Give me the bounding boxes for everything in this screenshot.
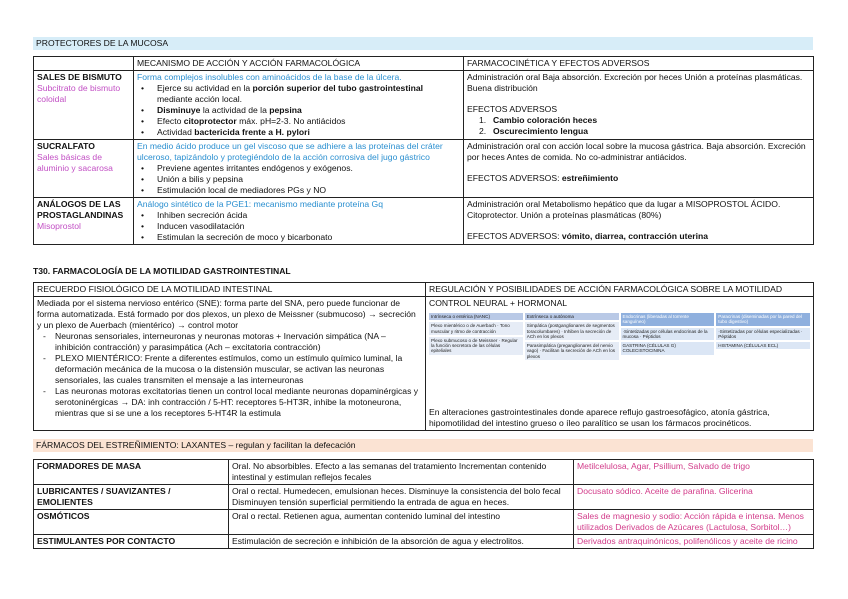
laxative-description: Estimulación de secreción e inhibición de la absorción de agua y electrolitos. — [229, 535, 574, 549]
drug-name: SUCRALFATO — [37, 141, 95, 151]
pk-text: Administración oral Metabolismo hepático que da lugar a MISOPROSTOL ÁCIDO. Citoprotector. Unión a proteínas plasmáticas (80%) — [467, 199, 781, 220]
diagram-cell: Plexo submucoso o de Meissner · Regular la función secretora de las células epiteliales — [429, 337, 523, 355]
laxative-type: OSMÓTICOS — [34, 510, 229, 535]
laxative-type: LUBRICANTES / SUAVIZANTES / EMOLIENTES — [34, 485, 229, 510]
list-item: • Estimulación local de mediadores PGs y NO — [137, 185, 460, 196]
adverse-effects: EFECTOS ADVERSOS: vómito, diarrea, contracción uterina — [467, 231, 709, 241]
laxative-type: FORMADORES DE MASA — [34, 460, 229, 485]
mechanism-intro: Forma complejos insolubles con aminoácidos de la base de la úlcera. — [137, 72, 402, 82]
list-item: • Estimulan la secreción de moco y bicarbonato — [137, 232, 460, 243]
list-item: - Las neuronas motoras excitatorias tienen un control local mediante neuronas dopaminérgicas y serotoninérgicas → DA: inh contracción / 5-HT: receptores 5-HT3R, inhibe la motoneurona, mientras que si se une a los receptores 5-HT4R la estimula — [37, 386, 422, 419]
mechanism-list — [137, 163, 460, 196]
laxative-description: Oral o rectal. Humedecen, emulsionan heces. Disminuye la consistencia del bolo fecal Disminuyen tensión superficial permitiendo la entrada de agua en heces. — [229, 485, 574, 510]
diagram-cell: ·Sintetizadas por células endocrinas de la mucosa · Péptidos — [621, 328, 715, 341]
mechanism-cell — [134, 71, 464, 140]
mechanism-list — [137, 83, 460, 138]
pk-text: Administración oral con acción local sobre la mucosa gástrica. Baja absorción. Excreción por heces Antes de comida. No co-administrar antiácidos. — [467, 141, 806, 162]
diagram-cell: Plexo mientérico o de Auerbach · Tono muscular y ritmo de contracción — [429, 322, 523, 335]
adverse-effects-list — [467, 115, 810, 137]
list-item: • Efecto citoprotector máx. pH=2-3. No antiácidos — [137, 116, 460, 127]
mechanism-intro: Análogo sintético de la PGE1: mecanismo mediante proteína Gq — [137, 199, 384, 209]
drug-subname: Sales básicas de aluminio y sacarosa — [37, 152, 113, 173]
drug-name-cell — [34, 140, 134, 198]
diagram-column-endocrine — [621, 313, 715, 401]
table-row — [34, 485, 814, 510]
mechanism-list — [137, 210, 460, 243]
laxative-drugs: Metilcelulosa, Agar, Psillium, Salvado de trigo — [574, 460, 814, 485]
laxantes-table — [33, 459, 814, 549]
table-row — [34, 140, 814, 198]
pk-cell — [464, 71, 814, 140]
regulation-cell — [426, 297, 814, 431]
table-header-row — [34, 57, 814, 71]
pk-cell — [464, 198, 814, 245]
drug-name: ANÁLOGOS DE LAS PROSTAGLANDINAS — [37, 199, 124, 220]
list-item: 2. Oscurecimiento lengua — [479, 126, 589, 136]
table-row — [34, 71, 814, 140]
diagram-column-extrinsic — [525, 313, 619, 401]
drug-subname: Subcitrato de bismuto coloidal — [37, 83, 121, 104]
pk-cell — [464, 140, 814, 198]
list-item: • Disminuye la actividad de la pepsina — [137, 105, 460, 116]
laxative-description: Oral. No absorbibles. Efecto a las semanas del tratamiento Incrementan contenido intestinal y estimulan reflejos fecales — [229, 460, 574, 485]
section-title-protectores — [33, 37, 813, 50]
protectores-table — [33, 56, 814, 245]
list-item: - PLEXO MIENTÉRICO: Frente a diferentes estímulos, como un estímulo químico luminal, la deformación mecánica de la mucosa o la distensión muscular, se activan las neuronas sensoriales, las cuales transmiten el mensaje a las interneuronas — [37, 353, 422, 386]
mechanism-intro: En medio ácido produce un gel viscoso que se adhiere a las proteínas del cráter ulceroso, tapizándolo y protegiéndolo de la acción corrosiva del jugo gástrico — [137, 141, 443, 162]
list-item: - Neuronas sensoriales, interneuronas y neuronas motoras + Inervación simpática (NA – inhibición contracción) y parasimpática (Ach – excitatoria contracción) — [37, 331, 422, 353]
list-item: 1. Cambio coloración heces — [479, 115, 598, 125]
diagram-header: Intrínseca o entérica (NANC) — [429, 313, 523, 320]
diagram-column-intrinsic — [429, 313, 523, 401]
diagram-header: Extrínseca o autónoma — [525, 313, 619, 320]
header-cell-physio: RECUERDO FISIOLÓGICO DE LA MOTILIDAD INTESTINAL — [34, 283, 426, 297]
diagram-header: Endocrinas (liberadas al torrente sanguíneo) — [621, 313, 715, 326]
section-title-laxantes — [33, 439, 813, 452]
adverse-effects: EFECTOS ADVERSOS: estreñimiento — [467, 173, 619, 183]
diagram-cell: ·Sintetizadas por células especializadas · Péptidos — [716, 328, 810, 341]
laxative-drugs: Docusato sódico. Aceite de parafina. Glicerina — [574, 485, 814, 510]
table-header-row — [34, 283, 814, 297]
list-item: • Actividad bactericida frente a H. pylori — [137, 127, 460, 138]
mechanism-cell — [134, 140, 464, 198]
list-item: • Ejerce su actividad en la porción superior del tubo gastrointestinal mediante acción local. — [137, 83, 460, 105]
table-row — [34, 297, 814, 431]
table-row — [34, 510, 814, 535]
list-item: • Unión a bilis y pepsina — [137, 174, 460, 185]
table-row — [34, 198, 814, 245]
list-item: • Inhiben secreción ácida — [137, 210, 460, 221]
table-row — [34, 535, 814, 549]
laxative-description: Oral o rectal. Retienen agua, aumentan contenido luminal del intestino — [229, 510, 574, 535]
diagram-cell: Parasimpática (preganglionares del nervio vago) · Facilitan la secreción de ACh en los plexos — [525, 342, 619, 360]
drug-name-cell — [34, 71, 134, 140]
laxative-type: ESTIMULANTES POR CONTACTO — [34, 535, 229, 549]
physio-intro: Mediada por el sistema nervioso entérico (SNE): forma parte del SNA, pero puede funcionar de forma automatizada. Está formado por dos plexos, un plexo de Meissner (submucoso) → secreción y un plexo de Auerbach (mientérico) → control motor — [37, 298, 416, 330]
header-cell-regulation: REGULACIÓN Y POSIBILIDADES DE ACCIÓN FARMACOLÓGICA SOBRE LA MOTILIDAD — [426, 283, 814, 297]
motilidad-table — [33, 282, 814, 431]
drug-subname: Misoprostol — [37, 221, 81, 231]
pk-text: Administración oral Baja absorción. Excreción por heces Unión a proteínas plasmáticas. Buena distribución — [467, 72, 803, 93]
laxative-drugs: Derivados antraquinónicos, polifenólicos y aceite de ricino — [574, 535, 814, 549]
laxative-drugs: Sales de magnesio y sodio: Acción rápida e intensa. Menos utilizados Derivados de Azúcares (Lactulosa, Sorbitol…) — [574, 510, 814, 535]
regulation-text: En alteraciones gastrointestinales donde aparece reflujo gastroesofágico, atonía gástrica, hipomotilidad del intestino grueso o íleo paralítico se usan los fármacos procinéticos. — [429, 407, 770, 428]
header-cell-mechanism: MECANISMO DE ACCIÓN Y ACCIÓN FARMACOLÓGICA — [134, 57, 464, 71]
section-title-text: FÁRMACOS DEL ESTREÑIMIENTO: LAXANTES – regulan y facilitan la defecación — [36, 440, 356, 450]
drug-name: SALES DE BISMUTO — [37, 72, 122, 82]
diagram-header: Paracrinas (diseminadas por la pared del tubo digestivo) — [716, 313, 810, 326]
diagram-cell: GASTRINA (CÉLULAS G) COLECISTOCININA — [621, 342, 715, 355]
regulation-title: CONTROL NEURAL + HORMONAL — [429, 298, 568, 308]
table-row — [34, 460, 814, 485]
control-diagram — [429, 313, 810, 401]
adverse-effects-label: EFECTOS ADVERSOS — [467, 104, 558, 114]
section-title-motilidad: T30. FARMACOLOGÍA DE LA MOTILIDAD GASTROINTESTINAL — [33, 266, 291, 276]
section-title-text: PROTECTORES DE LA MUCOSA — [36, 38, 169, 48]
drug-name-cell — [34, 198, 134, 245]
diagram-cell: Simpática (postganglionares de segmentos toracolumbares) · Inhiben la secreción de ACh en los plexos — [525, 322, 619, 340]
physio-cell — [34, 297, 426, 431]
diagram-cell: HISTAMINA (CÉLULAS ECL) — [716, 342, 810, 349]
header-cell-pk: FARMACOCINÉTICA Y EFECTOS ADVERSOS — [464, 57, 814, 71]
list-item: • Inducen vasodilatación — [137, 221, 460, 232]
physio-list — [37, 331, 422, 419]
list-item: • Previene agentes irritantes endógenos y exógenos. — [137, 163, 460, 174]
header-cell-empty — [34, 57, 134, 71]
mechanism-cell — [134, 198, 464, 245]
diagram-column-paracrine — [716, 313, 810, 401]
